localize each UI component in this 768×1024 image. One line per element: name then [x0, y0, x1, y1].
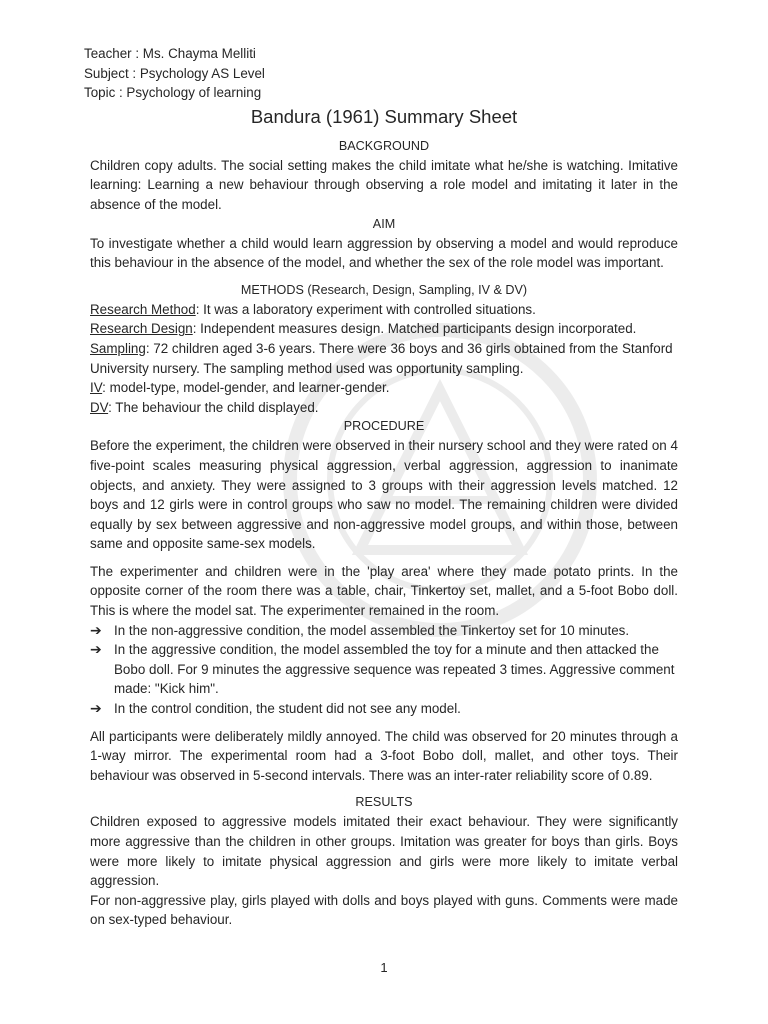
condition-item — [90, 640, 678, 699]
aim-text: To investigate whether a child would learn aggression by observing a model and would reproduce this behaviour in the absence of the model, and whether the sex of the role model was important. — [90, 235, 678, 271]
method-term: DV — [90, 399, 109, 415]
results-heading: RESULTS — [355, 795, 413, 810]
arrow-icon: ➔ — [90, 641, 102, 658]
procedure-paragraph: All participants were deliberately mildly annoyed. The child was observed for 20 minutes through a 1-way mirror. The experimental room had a 3-foot Bobo doll, mallet, and other toys. Their behaviour was observed in 5-second intervals. There was an inter-rater reliability score of 0.89. — [90, 728, 678, 783]
background-heading: BACKGROUND — [338, 138, 430, 153]
methods-heading: METHODS (Research, Design, Sampling, IV & DV) — [240, 282, 528, 297]
teacher-line: Teacher : Ms. Chayma Melliti — [84, 46, 256, 61]
results-paragraph: For non-aggressive play, girls played with dolls and boys played with guns. Comments were made on sex-typed behaviour. — [90, 892, 678, 928]
arrow-icon: ➔ — [90, 621, 102, 638]
condition-text: In the aggressive condition, the model assembled the toy for a minute and then attacked the Bobo doll. For 9 minutes the aggressive sequence was repeated 3 times. Aggressive comment made: "Kick him". — [114, 642, 675, 697]
summary-sheet — [84, 44, 678, 930]
document-header — [84, 44, 678, 103]
method-term: Research Method — [90, 301, 196, 317]
method-item — [90, 339, 678, 378]
method-text: : Independent measures design. Matched participants design incorporated. — [192, 321, 637, 337]
page-number: 1 — [380, 960, 388, 975]
method-text: : 72 children aged 3-6 years. There were 36 boys and 36 girls obtained from the Stanford University nursery. The sampling method used was opportunity sampling. — [90, 340, 673, 376]
method-item — [90, 398, 678, 418]
method-item — [90, 378, 678, 398]
method-text: : model-type, model-gender, and learner-gender. — [102, 380, 390, 396]
methods-list — [90, 300, 678, 418]
condition-list — [90, 621, 678, 719]
condition-item — [90, 699, 678, 719]
background-text: Children copy adults. The social setting makes the child imitate what he/she is watching. Imitative learning: Learning a new behaviour through observing a role model and imitating it later in the absence of the model. — [90, 157, 678, 212]
procedure-paragraph: Before the experiment, the children were observed in their nursery school and they were rated on 4 five-point scales measuring physical aggression, verbal aggression, aggression to inanimate objects, and anxiety. They were assigned to 3 groups with their aggression levels matched. 12 boys and 12 girls were in control groups who saw no model. The remaining children were divided equally by sex between aggressive and non-aggressive model groups, and within those, between same and opposite same-sex models. — [90, 438, 678, 552]
aim-heading: AIM — [372, 216, 396, 231]
method-item — [90, 319, 678, 339]
condition-text: In the control condition, the student did not see any model. — [114, 701, 461, 717]
procedure-heading: PROCEDURE — [343, 419, 425, 434]
condition-text: In the non-aggressive condition, the model assembled the Tinkertoy set for 10 minutes. — [114, 622, 630, 638]
subject-line: Subject : Psychology AS Level — [84, 65, 265, 81]
topic-line: Topic : Psychology of learning — [84, 85, 262, 101]
page-title: Bandura (1961) Summary Sheet — [250, 105, 518, 127]
method-text: : The behaviour the child displayed. — [108, 399, 319, 415]
condition-item — [90, 621, 678, 641]
procedure-paragraph: The experimenter and children were in the 'play area' where they made potato prints. In the opposite corner of the room there was a table, chair, Tinkertoy set, mallet, and a 5-foot Bobo doll. This is where the model sat. The experimenter remained in the room. — [90, 563, 678, 619]
arrow-icon: ➔ — [90, 700, 102, 717]
method-text: : It was a laboratory experiment with controlled situations. — [195, 301, 536, 317]
method-term: Research Design — [90, 321, 193, 337]
method-term: IV — [90, 380, 103, 396]
method-item — [90, 300, 678, 320]
method-term: Sampling — [90, 340, 146, 356]
results-paragraph: Children exposed to aggressive models imitated their exact behaviour. They were significantly more aggressive than the children in other groups. Imitation was greater for boys than girls. Boys were more likely to imitate physical aggression and girls were more likely to imitate verbal aggression. — [90, 814, 678, 889]
